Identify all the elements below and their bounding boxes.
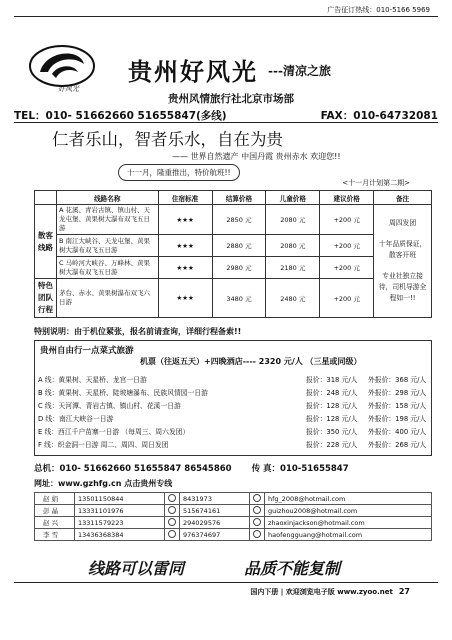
mail-icon-cell: [250, 493, 265, 505]
motto-right: 品质不能复制: [244, 559, 341, 578]
qq-icon-cell: [165, 493, 180, 505]
tour-route: F 线：织金洞一日游 周二、周四、周日发团: [38, 440, 169, 449]
tour-route: D 线：南江大峡谷一日游: [38, 414, 114, 423]
category-cell: 散客线路: [35, 205, 57, 279]
table-header-cell: 线路名称: [56, 191, 158, 205]
tour-external-price: 外报价：198 元/人: [368, 414, 427, 423]
tour-route: B 线：黄果树、天星桥、陡坡塘瀑布、民族风情园一日游: [38, 388, 208, 397]
child-price: 2080 元: [266, 235, 320, 257]
free-travel-title: 贵州自由行一点菜式旅游: [40, 346, 134, 356]
table-header-cell: [35, 191, 57, 205]
logo-text: 好风光: [58, 85, 79, 93]
mail-icon: [253, 530, 261, 538]
child-price: 2480 元: [266, 279, 320, 318]
routes-table: [34, 190, 432, 318]
hotel-standard: ★★★: [158, 205, 212, 235]
child-price: 2180 元: [266, 257, 320, 279]
tour-route: E 线：西江千户苗寨一日游 （每周三、周六发团）: [38, 427, 190, 436]
mail-icon-cell: [250, 529, 265, 541]
tour-external-price: 外报价：268 元/人: [368, 440, 427, 449]
staff-email: zhaoxinjackson@hotmail.com: [265, 517, 432, 529]
tel-number: TEL：010- 51662660 51655847(多线): [14, 110, 227, 122]
special-note: 特别说明：由于机位紧张，报名前请查询，详细行程备索!!: [34, 327, 242, 336]
plan-number: <十一月计划第二期>: [342, 179, 410, 187]
qq-icon: [168, 518, 176, 526]
child-price: 2080 元: [266, 205, 320, 235]
promo-badge: 十一月，隆重推出，特价航班!!: [118, 164, 240, 181]
staff-table: [34, 492, 432, 541]
qq-icon: [168, 494, 176, 502]
free-travel-package: 机票（往返五天）+四晚酒店---- 2320 元/人 （三星或同级）: [140, 357, 362, 366]
route-name: B 南江大峡谷、天龙屯堡、黄果树大瀑布双飞五日游: [56, 235, 158, 257]
qq-icon: [168, 506, 176, 514]
list-item: [38, 372, 430, 385]
staff-email: hfg_2008@hotmail.com: [265, 493, 432, 505]
suggested-price: +200 元: [320, 279, 374, 318]
settle-price: 3480 元: [212, 279, 266, 318]
ad-hotline: 广告征订热线：010-5166 5969: [327, 6, 430, 14]
tour-price: 报价：128 元/人: [306, 401, 358, 410]
table-row: [35, 505, 432, 517]
table-row: [35, 517, 432, 529]
remark-text: 十年品质保证，散客开班: [378, 240, 427, 259]
website-line: 网址：www.gzhfg.cn 点击贵州专线: [34, 479, 173, 488]
staff-qq: 515674161: [180, 505, 250, 517]
route-name: 茅台、赤水、黄果树瀑布双飞六日游: [56, 279, 158, 318]
staff-name: 赵 娟: [35, 493, 75, 505]
table-header-cell: 住宿标准: [158, 191, 212, 205]
tour-route: A 线：黄果树、天星桥、龙宫一日游: [38, 375, 147, 384]
motto-left: 线路可以雷同: [88, 559, 185, 578]
footer-rule: [14, 582, 438, 583]
staff-name: 李 雪: [35, 529, 75, 541]
route-name: A 花溪、青岩古镇、镇山村、天龙屯堡、黄果树大瀑布双飞五日游: [56, 205, 158, 235]
list-item: [38, 398, 430, 411]
staff-phone: 13501150844: [75, 493, 165, 505]
tour-price: 报价：128 元/人: [306, 414, 358, 423]
footer-text: 国内下册 | 欢迎浏览电子版 www.zyoo.net: [250, 588, 393, 596]
mail-icon: [253, 518, 261, 526]
tour-price: 报价：350 元/人: [306, 427, 358, 436]
list-item: [38, 437, 430, 450]
remark-text: 专业社独立接待，司机导游全程如一!!: [378, 272, 427, 302]
staff-qq: 8431973: [180, 493, 250, 505]
route-name: C 马岭河大峡谷、万峰林、黄果树大瀑布双飞五日游: [56, 257, 158, 279]
hotel-standard: ★★★: [158, 257, 212, 279]
table-row: [35, 205, 432, 235]
page-subtitle: ---清凉之旅: [268, 64, 331, 78]
staff-qq: 294029576: [180, 517, 250, 529]
staff-phone: 13331101976: [75, 505, 165, 517]
mail-icon-cell: [250, 517, 265, 529]
page-title: 贵州好风光: [128, 57, 258, 86]
contact-fax: 传 真：010-51655847: [251, 464, 349, 474]
staff-email: guizhou2008@hotmail.com: [265, 505, 432, 517]
hotel-standard: ★★★: [158, 235, 212, 257]
tour-price: 报价：228 元/人: [306, 440, 358, 449]
table-header-cell: 建议价格: [320, 191, 374, 205]
list-item: [38, 424, 430, 437]
staff-email: haofengguang@hotmail.com: [265, 529, 432, 541]
mail-icon-cell: [250, 505, 265, 517]
tour-price: 报价：318 元/人: [306, 375, 358, 384]
remark-text: 周四发团: [388, 219, 417, 227]
table-row: [35, 279, 432, 318]
fax-number: FAX：010-64732081: [320, 110, 438, 122]
staff-phone: 13311579223: [75, 517, 165, 529]
table-header-cell: 备注: [374, 191, 432, 205]
free-travel-list: [38, 372, 430, 450]
table-row: [35, 529, 432, 541]
staff-name: 彭 晶: [35, 505, 75, 517]
slogan: 仁者乐山，智者乐水，自在为贵: [52, 130, 283, 149]
list-item: [38, 385, 430, 398]
qq-icon-cell: [165, 529, 180, 541]
table-header-row: [35, 191, 432, 205]
settle-price: 2880 元: [212, 235, 266, 257]
table-row: [35, 235, 432, 257]
list-item: [38, 411, 430, 424]
contact-line: [14, 108, 438, 123]
tour-route: C 线：天河潭、青岩古镇、镇山村、花溪一日游: [38, 401, 181, 410]
tour-price: 报价：248 元/人: [306, 388, 358, 397]
qq-icon-cell: [165, 505, 180, 517]
footer: [250, 587, 410, 597]
table-row: [35, 257, 432, 279]
mail-icon: [253, 506, 261, 514]
tour-external-price: 外报价：298 元/人: [368, 388, 427, 397]
heritage-line: —— 世界自然遗产 中国丹霞 贵州赤水 欢迎您!!: [172, 152, 341, 161]
tour-external-price: 外报价：158 元/人: [368, 401, 427, 410]
suggested-price: +200 元: [320, 205, 374, 235]
agency-name: 贵州风情旅行社北京市场部: [168, 93, 294, 105]
top-rule: [14, 16, 438, 17]
contacts-line: [34, 462, 349, 474]
page-number: 27: [398, 587, 410, 596]
settle-price: 2980 元: [212, 257, 266, 279]
table-row: [35, 493, 432, 505]
staff-name: 赵 兴: [35, 517, 75, 529]
motto: [88, 556, 340, 579]
mail-icon: [253, 494, 261, 502]
staff-qq: 976374697: [180, 529, 250, 541]
qq-icon-cell: [165, 517, 180, 529]
suggested-price: +200 元: [320, 257, 374, 279]
tour-external-price: 外报价：400 元/人: [368, 427, 427, 436]
category-cell: 特色团队行程: [35, 279, 57, 318]
tour-external-price: 外报价：368 元/人: [368, 375, 427, 384]
hotel-standard: ★★★: [158, 279, 212, 318]
remarks-cell: [374, 205, 432, 318]
qq-icon: [168, 530, 176, 538]
table-header-cell: 儿童价格: [266, 191, 320, 205]
staff-phone: 13436368384: [75, 529, 165, 541]
settle-price: 2850 元: [212, 205, 266, 235]
main-phone: 总机：010- 51662660 51655847 86545860: [34, 464, 232, 474]
header-rule: [14, 122, 438, 123]
suggested-price: +200 元: [320, 235, 374, 257]
table-header-cell: 结算价格: [212, 191, 266, 205]
